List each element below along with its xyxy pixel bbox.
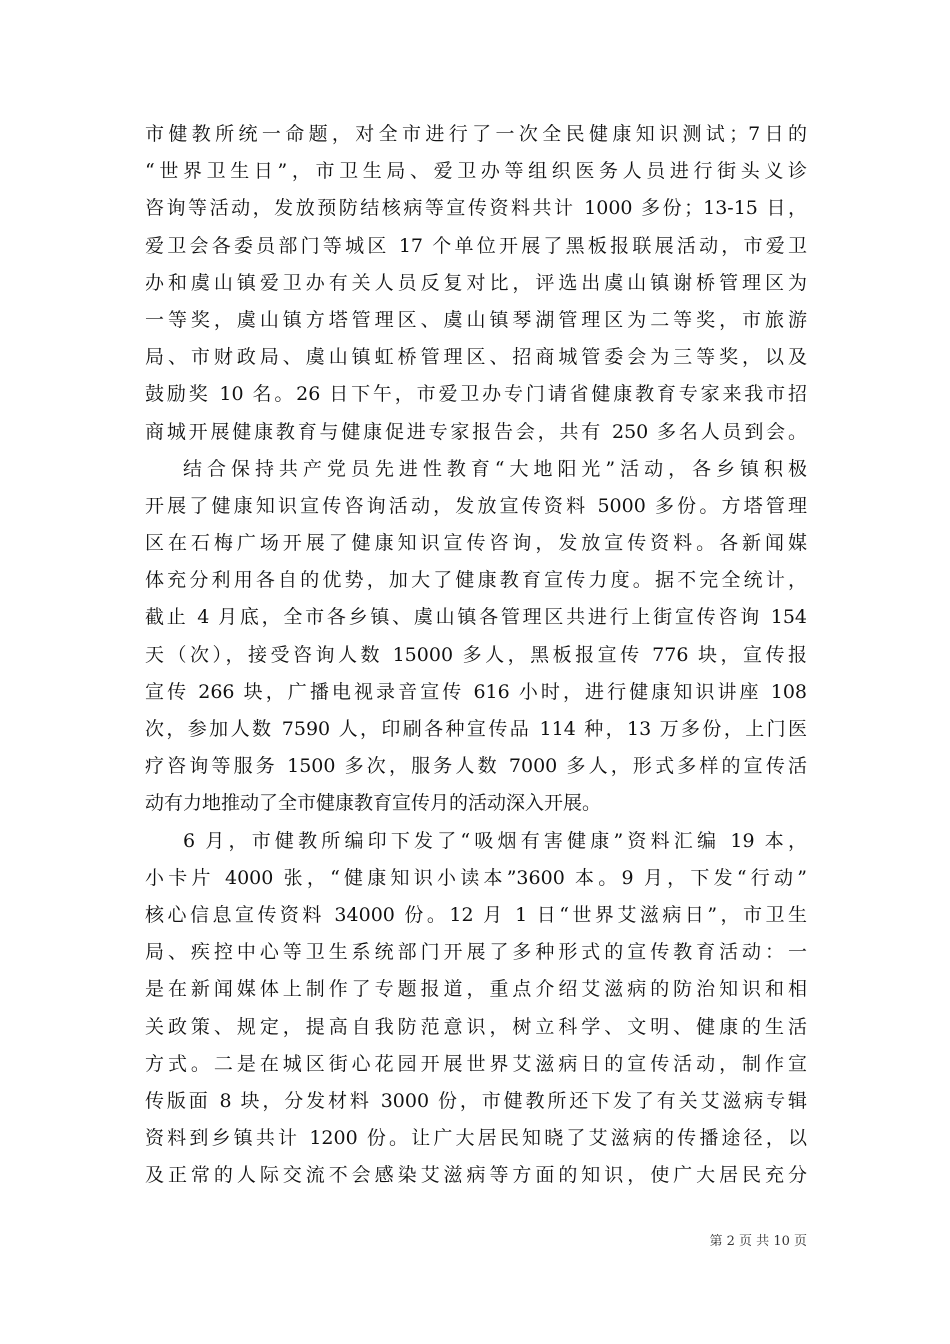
text-line: 疗咨询等服务 1500 多次，服务人数 7000 多人，形式多样的宣传活 (145, 755, 807, 778)
text-line: 关政策、规定，提高自我防范意识，树立科学、文明、健康的生活 (145, 1015, 807, 1038)
body-text (145, 116, 807, 1194)
text-line: 核心信息宣传资料 34000 份。12 月 1 日“世界艾滋病日”，市卫生 (145, 903, 807, 926)
page-number: 第 2 页 共 10 页 (709, 1234, 807, 1249)
text-line: 次，参加人数 7590 人，印刷各种宣传品 114 种，13 万多份，上门医 (145, 718, 807, 740)
text-line: 市健教所统一命题，对全市进行了一次全民健康知识测试；7日的 (145, 123, 807, 145)
text-line: 宣传 266 块，广播电视录音宣传 616 小时，进行健康知识讲座 108 (145, 680, 807, 703)
text-line: 区在石梅广场开展了健康知识宣传咨询，发放宣传资料。各新闻媒 (145, 532, 807, 555)
text-line: 体充分利用各自的优势，加大了健康教育宣传力度。据不完全统计， (145, 569, 807, 592)
text-line: 动有力地推动了全市健康教育宣传月的活动深入开展。 (145, 792, 602, 815)
text-line: “世界卫生日”，市卫生局、爱卫办等组织医务人员进行街头义诊 (145, 160, 807, 183)
text-line: 咨询等活动，发放预防结核病等宣传资料共计 1000 多份；13-15 日， (145, 197, 807, 220)
text-line: 局、市财政局、虞山镇虹桥管理区、招商城管委会为三等奖，以及 (145, 346, 807, 369)
text-line: 截止 4 月底，全市各乡镇、虞山镇各管理区共进行上街宣传咨询 154 (145, 606, 807, 629)
text-line: 天（次），接受咨询人数 15000 多人，黑板报宣传 776 块，宣传报 (145, 643, 807, 666)
text-line: 一等奖，虞山镇方塔管理区、虞山镇琴湖管理区为二等奖，市旅游 (145, 308, 807, 331)
text-line: 小卡片 4000 张，“健康知识小读本”3600 本。9 月，下发“行动” (145, 866, 807, 889)
text-line: 商城开展健康教育与健康促进专家报告会，共有 250 多名人员到会。 (145, 420, 807, 443)
text-line: 6 月，市健教所编印下发了“吸烟有害健康”资料汇编 19 本， (183, 829, 807, 852)
text-line: 及正常的人际交流不会感染艾滋病等方面的知识，使广大居民充分 (145, 1164, 807, 1187)
text-line: 资料到乡镇共计 1200 份。让广大居民知晓了艾滋病的传播途径，以 (145, 1127, 807, 1150)
text-line: 爱卫会各委员部门等城区 17 个单位开展了黑板报联展活动，市爱卫 (145, 234, 807, 257)
text-line: 办和虞山镇爱卫办有关人员反复对比，评选出虞山镇谢桥管理区为 (145, 271, 807, 294)
text-line: 局、疾控中心等卫生系统部门开展了多种形式的宣传教育活动：一 (145, 941, 807, 964)
text-line: 鼓励奖 10 名。26 日下午，市爱卫办专门请省健康教育专家来我市招 (145, 383, 807, 406)
text-line: 是在新闻媒体上制作了专题报道，重点介绍艾滋病的防治知识和相 (145, 978, 807, 1001)
text-line: 传版面 8 块，分发材料 3000 份，市健教所还下发了有关艾滋病专辑 (145, 1089, 807, 1112)
text-line: 结合保持共产党员先进性教育“大地阳光”活动，各乡镇积极 (183, 457, 807, 480)
text-line: 方式。二是在城区街心花园开展世界艾滋病日的宣传活动，制作宣 (145, 1052, 807, 1075)
text-line: 开展了健康知识宣传咨询活动，发放宣传资料 5000 多份。方塔管理 (145, 494, 807, 517)
